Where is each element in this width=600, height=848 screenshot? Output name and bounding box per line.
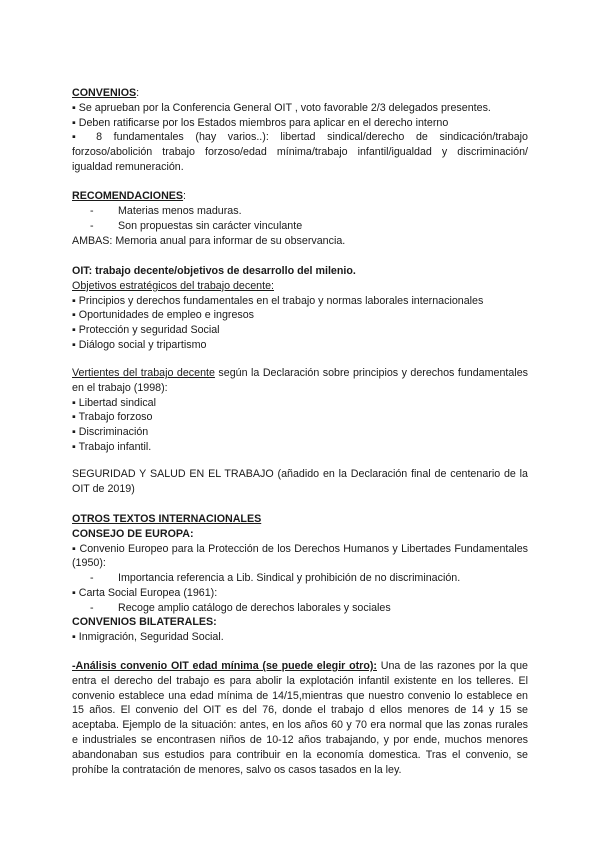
convenio-europeo: ▪ Convenio Europeo para la Protección de los Derechos Humanos y Libertades Fundamentales (1950): bbox=[72, 542, 528, 570]
vertientes-section bbox=[72, 366, 528, 455]
recomendaciones-item-2: - Son propuestas sin carácter vinculante bbox=[90, 220, 303, 232]
otros-section bbox=[72, 512, 528, 571]
oit-subheading: Objetivos estratégicos del trabajo decente: bbox=[72, 279, 274, 292]
bilaterales-heading: CONVENIOS BILATERALES: bbox=[72, 616, 217, 628]
vertientes-bullet-4: ▪ Trabajo infantil. bbox=[72, 440, 152, 453]
carta-social: ▪ Carta Social Europea (1961): bbox=[72, 587, 218, 599]
convenio-europeo-sub: - Importancia referencia a Lib. Sindical y prohibición de no discriminación. bbox=[90, 572, 461, 584]
oit-bullet-3: ▪ Protección y seguridad Social bbox=[72, 324, 220, 337]
seguridad-paragraph: SEGURIDAD Y SALUD EN EL TRABAJO (añadido en la Declaración final de centenario de la OIT de 2019) bbox=[72, 468, 528, 495]
vertientes-intro: Vertientes del trabajo decente según la Declaración sobre principios y derechos fundamentales en el trabajo (1998): bbox=[72, 367, 528, 394]
oit-bullet-2: ▪ Oportunidades de empleo e ingresos bbox=[72, 309, 255, 322]
convenios-bullet-2: ▪ Deben ratificarse por los Estados miembros para aplicar en el derecho interno bbox=[72, 116, 449, 129]
oit-bullet-4: ▪ Diálogo social y tripartismo bbox=[72, 338, 207, 351]
convenios-title: CONVENIOS: bbox=[72, 87, 140, 99]
recomendaciones-title: RECOMENDACIONES: bbox=[72, 190, 187, 202]
otros-title: OTROS TEXTOS INTERNACIONALES bbox=[72, 513, 262, 525]
carta-social-sub: - Recoge amplio catálogo de derechos laborales y sociales bbox=[90, 602, 391, 614]
convenios-bullet-1: ▪ Se aprueban por la Conferencia General OIT , voto favorable 2/3 delegados presentes. bbox=[72, 101, 491, 114]
vertientes-bullet-2: ▪ Trabajo forzoso bbox=[72, 411, 153, 424]
oit-section bbox=[72, 264, 528, 353]
convenios-bullet-3: ▪ 8 fundamentales (hay varios..): libertad sindical/derecho de sindicación/trabajo forzoso/abolición trabajo forzoso/edad mínima/trabajo infantil/igualdad y discriminación/ igualdad remuneración. bbox=[72, 131, 528, 173]
bilaterales-item: ▪ Inmigración, Seguridad Social. bbox=[72, 631, 224, 643]
analisis-paragraph: -Análisis convenio OIT edad mínima (se puede elegir otro): Una de las razones por la que entra el derecho del trabajo es para abolir la explotación infantil existente en los telleres. El convenio establece una edad mínima de 14/15,mientras que nuestro convenio lo establece en 15 años. El convenio del OIT es del 76, donde el trabajo d ellos menores de 14 y 15 se aceptaba. Ejemplo de la situación: antes, en los años 60 y 70 era normal que las zonas rurales e industriales se encontrasen niños de 10-12 años trabajando, y por ende, muchos menores abandonaban sus estudios para contribuir en la economía domestica. Tras el convenio, se prohíbe la contratación de menores, salvo os casos tasados en la ley. bbox=[72, 660, 528, 776]
vertientes-bullet-1: ▪ Libertad sindical bbox=[72, 396, 156, 409]
consejo-heading: CONSEJO DE EUROPA: bbox=[72, 527, 194, 540]
vertientes-bullet-3: ▪ Discriminación bbox=[72, 426, 149, 439]
convenios-section bbox=[72, 86, 528, 175]
oit-bullet-1: ▪ Principios y derechos fundamentales en el trabajo y normas laborales internacionales bbox=[72, 294, 484, 307]
oit-heading: OIT: trabajo decente/objetivos de desarrollo del milenio. bbox=[72, 265, 356, 277]
recomendaciones-item-1: - Materias menos maduras. bbox=[90, 205, 242, 217]
ambas-line: AMBAS: Memoria anual para informar de su observancia. bbox=[72, 235, 346, 247]
